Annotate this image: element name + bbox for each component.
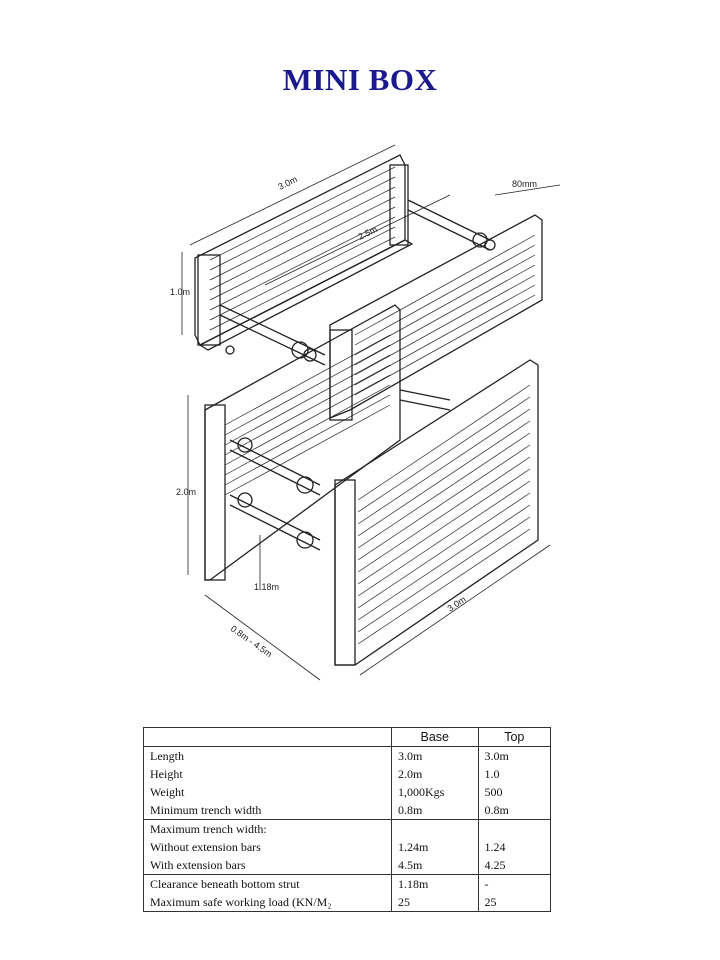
dim-base-length: 3.0m (445, 594, 468, 614)
dim-trench-width: 0.8m - 4.5m (228, 623, 274, 660)
row-label: Maximum trench width: (144, 820, 392, 839)
row-base-value: 1,000Kgs (392, 783, 479, 801)
dim-top-height: 1.0m (170, 287, 191, 297)
row-label: Maximum safe working load (KN/M₂ (144, 893, 392, 912)
row-label: Height (144, 765, 392, 783)
mini-box-drawing (150, 140, 570, 710)
header-empty (144, 728, 392, 747)
dim-strut-width: 2.5m (356, 224, 379, 242)
header-base: Base (392, 728, 479, 747)
table-row (144, 801, 551, 820)
row-base-value: 4.5m (392, 856, 479, 875)
header-top: Top (478, 728, 550, 747)
row-top-value: 500 (484, 785, 503, 799)
base-front-panel (335, 360, 538, 665)
table-row (144, 893, 551, 912)
row-top-value: 4.25 (484, 858, 506, 872)
row-label: Length (144, 747, 392, 766)
row-base-value: 2.0m (392, 765, 479, 783)
table-row (144, 875, 551, 894)
row-top-value: 25 (484, 895, 497, 909)
row-label: Clearance beneath bottom strut (144, 875, 392, 894)
row-label: Weight (144, 783, 392, 801)
row-base-value: 1.18m (392, 875, 479, 894)
top-front-panel (330, 215, 542, 420)
row-base-value: 25 (392, 893, 479, 912)
table-header-row (144, 728, 551, 747)
dim-top-length: 3.0m (276, 174, 299, 192)
dim-clearance: 1.18m (254, 582, 280, 592)
row-top-value (478, 820, 550, 839)
row-top-value: 1.24 (484, 840, 506, 854)
row-top-value: 3.0m (484, 749, 509, 763)
table-row (144, 765, 551, 783)
row-label: Without extension bars (144, 838, 392, 856)
dim-gap: 80mm (512, 179, 538, 189)
row-label: With extension bars (144, 856, 392, 875)
table-row (144, 783, 551, 801)
table-row (144, 747, 551, 766)
spec-table (143, 727, 551, 912)
row-base-value: 1.24m (392, 838, 479, 856)
row-label: Minimum trench width (144, 801, 392, 820)
top-back-panel (195, 155, 412, 350)
row-top-value: 0.8m (484, 803, 509, 817)
row-base-value: 3.0m (392, 747, 479, 766)
table-row (144, 838, 551, 856)
table-row (144, 820, 551, 839)
page-title: MINI BOX (282, 62, 438, 97)
row-top-value: - (478, 875, 550, 894)
row-top-value: 1.0 (484, 767, 500, 781)
dim-base-height: 2.0m (176, 487, 197, 497)
row-base-value: 0.8m (392, 801, 479, 820)
row-base-value (392, 820, 479, 839)
table-row (144, 856, 551, 875)
